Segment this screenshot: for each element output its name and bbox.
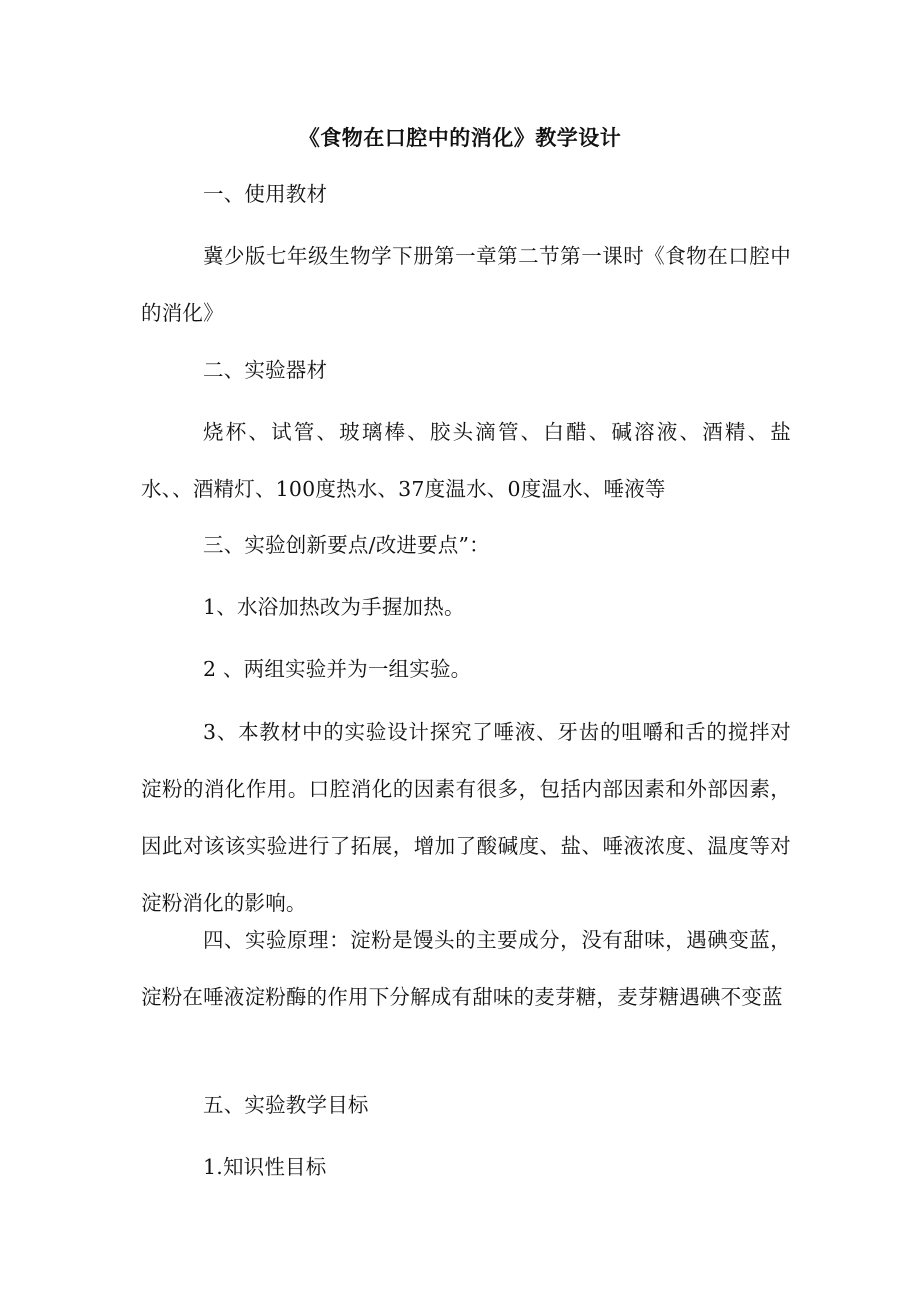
list-item-innovation-2: 2 、两组实验并为一组实验。 [203, 657, 472, 681]
list-item-innovation-3: 3、本教材中的实验设计探究了唾液、牙齿的咀嚼和舌的搅拌对淀粉的消化作用。口腔消化的因素有很多，包括内部因素和外部因素，因此对该该实验进行了拓展，增加了酸碱度、盐、唾液浓度、温度等对淀粉消化的影响。 [141, 720, 791, 915]
paragraph-textbook: 冀少版七年级生物学下册第一章第二节第一课时《食物在口腔中的消化》 [141, 244, 791, 325]
document-title: 《食物在口腔中的消化》教学设计 [298, 126, 622, 150]
section-heading-materials: 一、使用教材 [203, 182, 328, 206]
section-heading-innovation: 三、实验创新要点/改进要点”： [203, 533, 490, 557]
section-heading-objectives: 五、实验教学目标 [203, 1093, 369, 1117]
list-item-innovation-1: 1、水浴加热改为手握加热。 [203, 595, 465, 619]
section-heading-principle: 四、实验原理：淀粉是馒头的主要成分，没有甜味，遇碘变蓝，淀粉在唾液淀粉酶的作用下分解成有甜味的麦芽糖，麦芽糖遇碘不变蓝 [141, 928, 791, 1009]
section-heading-equipment: 二、实验器材 [203, 358, 328, 382]
paragraph-equipment-list: 烧杯、试管、玻璃棒、胶头滴管、白醋、碱溶液、酒精、盐水、、酒精灯、100度热水、37度温水、0度温水、唾液等 [141, 420, 791, 501]
subheading-knowledge-objective: 1.知识性目标 [203, 1155, 327, 1179]
